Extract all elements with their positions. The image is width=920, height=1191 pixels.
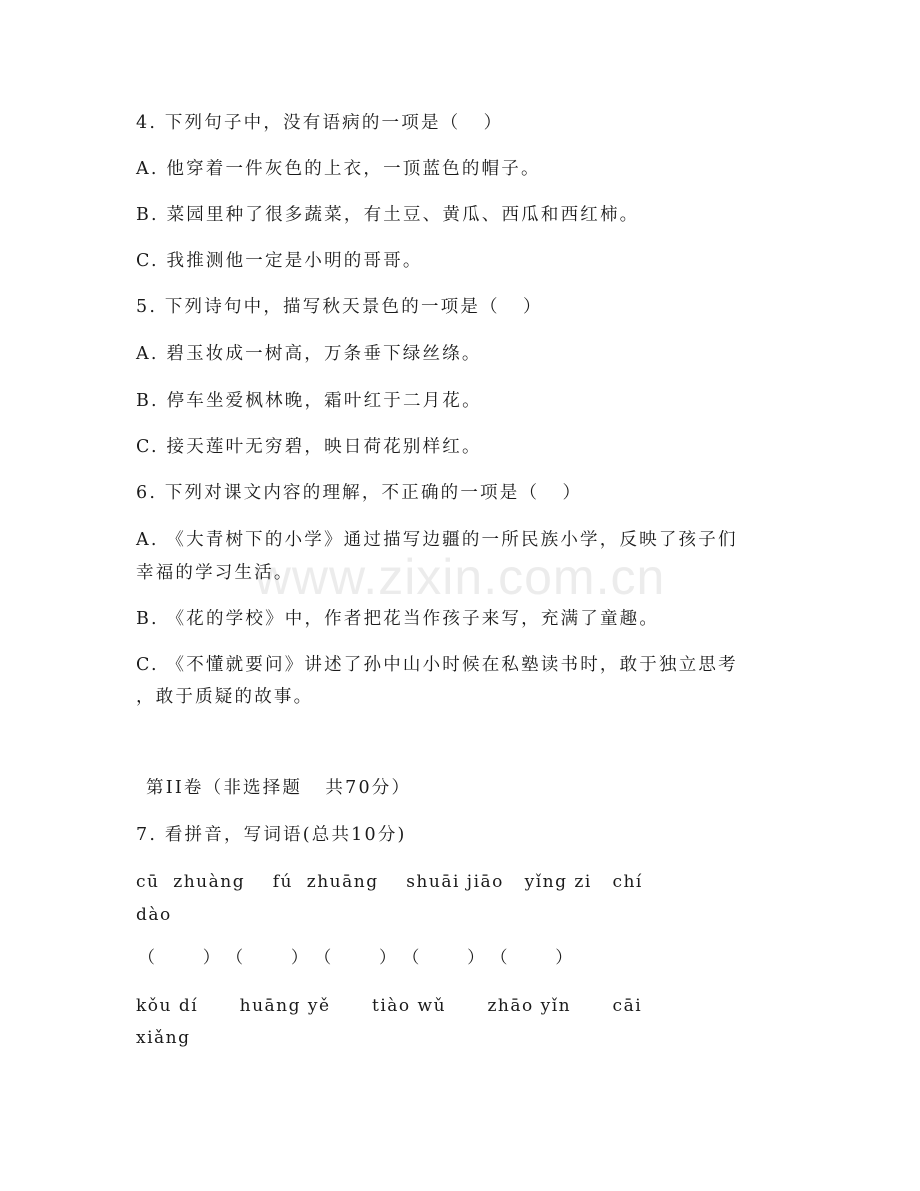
q4-option-c: C. 我推测他一定是小明的哥哥。 <box>136 251 423 271</box>
q5-option-a: A. 碧玉妆成一树高，万条垂下绿丝绦。 <box>136 344 482 364</box>
q7-pinyin-row2-line1: kǒu dí huāng yě tiào wǔ zhāo yǐn cāi <box>136 996 643 1016</box>
watermark: www.zixin.com.cn <box>254 549 666 605</box>
q7-pinyin-row1-line1: cū zhuàng fú zhuāng shuāi jiāo yǐng zi chí <box>136 872 643 892</box>
q5-stem: 5. 下列诗句中，描写秋天景色的一项是（ ） <box>136 297 543 317</box>
q6-stem: 6. 下列对课文内容的理解，不正确的一项是（ ） <box>136 483 583 503</box>
q7-answer-blanks: （ ） （ ） （ ） （ ） （ ） <box>138 948 573 968</box>
q6-option-c-line2: ，敢于质疑的故事。 <box>136 687 314 707</box>
q4-option-a: A. 他穿着一件灰色的上衣，一顶蓝色的帽子。 <box>136 159 541 179</box>
q6-option-a-line1: A. 《大青树下的小学》通过描写边疆的一所民族小学，反映了孩子们 <box>136 530 738 550</box>
q4-stem: 4. 下列句子中，没有语病的一项是（ ） <box>136 113 504 133</box>
q4-option-b: B. 菜园里种了很多蔬菜，有土豆、黄瓜、西瓜和西红柿。 <box>136 205 640 225</box>
q7-pinyin-row1-line2: dào <box>136 905 172 925</box>
q6-option-c-line1: C. 《不懂就要问》讲述了孙中山小时候在私塾读书时，敢于独立思考 <box>136 655 738 675</box>
q5-option-b: B. 停车坐爱枫林晚，霜叶红于二月花。 <box>136 391 482 411</box>
q5-option-c: C. 接天莲叶无穷碧，映日荷花别样红。 <box>136 437 482 457</box>
q7-stem: 7. 看拼音，写词语(总共10分) <box>136 825 407 845</box>
q6-option-a-line2: 幸福的学习生活。 <box>136 563 294 583</box>
section-title: 第II卷（非选择题 共70分） <box>146 778 412 798</box>
q6-option-b: B. 《花的学校》中，作者把花当作孩子来写，充满了童趣。 <box>136 609 660 629</box>
q7-pinyin-row2-line2: xiǎng <box>136 1028 191 1048</box>
